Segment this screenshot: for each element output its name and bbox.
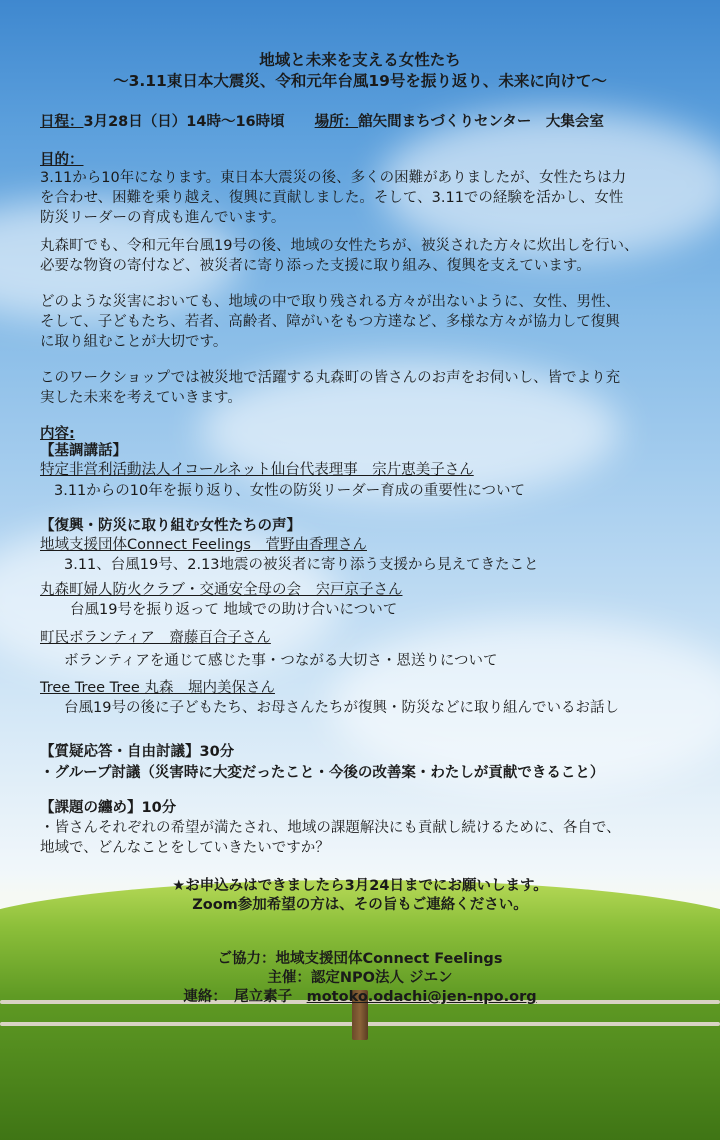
purpose-line: 必要な物資の寄付など、被災者に寄り添った支援に取り組み、復興を支えています。 [40,258,591,274]
purpose-line: 防災リーダーの育成も進んでいます。 [40,210,286,226]
purpose-line: 3.11から10年になります。東日本大震災の後、多くの困難がありましたが、女性たちは力 [40,170,627,186]
voice-topic: 3.11、台風19号、2.13地震の被災者に寄り添う支援から見えてきたこと [64,557,539,573]
purpose-line: 実した未来を考えていきます。 [40,390,242,406]
purpose-line: を合わせ、困難を乗り越え、復興に貢献しました。そして、3.11での経験を活かし、女性 [40,190,624,206]
voice-topic: ボランティアを通じて感じた事・つながる大切さ・恩送りについて [64,653,498,669]
notice-line-2: Zoom参加希望の方は、その旨もご連絡ください。 [192,897,528,913]
keynote-speaker: 特定非営利活動法人イコールネット仙台代表理事 宗片恵美子さん [40,462,474,478]
place-value: 舘矢間まちづくりセンター 大集会室 [358,114,604,130]
contents-heading: 内容: [40,426,75,442]
voice-speaker: 丸森町婦人防火クラブ・交通安全母の会 宍戸京子さん [40,582,403,598]
schedule-row [40,112,604,132]
contact-row [40,987,680,1007]
purpose-line: に取り組むことが大切です。 [40,334,228,350]
voice-speaker: 地域支援団体Connect Feelings 菅野由香理さん [40,537,367,553]
title-line-2: ～3.11東日本大震災、令和元年台風19号を振り返り、未来に向けて～ [113,72,607,90]
contact-label: 連絡： 尾立素子 [183,989,307,1005]
keynote-heading: 【基調講話】 [40,443,127,459]
date-label: 日程： [40,114,84,130]
purpose-heading: 目的： [40,152,84,168]
purpose-line: 丸森町でも、令和元年台風19号の後、地域の女性たちが、被災された方々に炊出しを行い、 [40,238,639,254]
date-value: 3月28日（日）14時～16時頃 [83,114,285,130]
notice-line-1: ★お申込みはできましたら3月24日までにお願いします。 [172,878,548,894]
voices-heading: 【復興・防災に取り組む女性たちの声】 [40,518,301,534]
voice-topic: 台風19号の後に子どもたち、お母さんたちが復興・防災などに取り組んでいるお話し [64,700,619,716]
contact-email[interactable]: motoko.odachi@jen-npo.org [306,989,537,1005]
title-line-1: 地域と未来を支える女性たち [259,51,461,69]
summary-line: ・皆さんそれぞれの希望が満たされ、地域の課題解決にも貢献し続けるために、各自で、 [40,820,621,836]
summary-line: 地域で、どんなことをしていきたいですか？ [40,840,330,856]
qa-heading: 【質疑応答・自由討議】30分 [40,744,235,760]
voice-speaker: 町民ボランティア 齋藤百合子さん [40,630,271,646]
organizer: 主催：認定NPO法人 ジエン [267,970,453,986]
purpose-line: このワークショップでは被災地で活躍する丸森町の皆さんのお声をお伺いし、皆でより充 [40,370,621,386]
place-label: 場所： [314,114,359,130]
cooperation: ご協力：地域支援団体Connect Feelings [217,951,503,967]
voice-speaker: Tree Tree Tree 丸森 堀内美保さん [40,680,275,696]
summary-heading: 【課題の纏め】10分 [40,800,177,816]
keynote-topic: 3.11からの10年を振り返り、女性の防災リーダー育成の重要性について [54,483,525,499]
qa-detail: ・グループ討議（災害時に大変だったこと・今後の改善案・わたしが貢献できること） [40,765,605,781]
purpose-line: どのような災害においても、地域の中で取り残される方々が出ないように、女性、男性、 [40,294,620,310]
purpose-line: そして、子どもたち、若者、高齢者、障がいをもつ方達など、多様な方々が協力して復興 [40,314,620,330]
voice-topic: 台風19号を振り返って 地域での助け合いについて [70,602,398,618]
